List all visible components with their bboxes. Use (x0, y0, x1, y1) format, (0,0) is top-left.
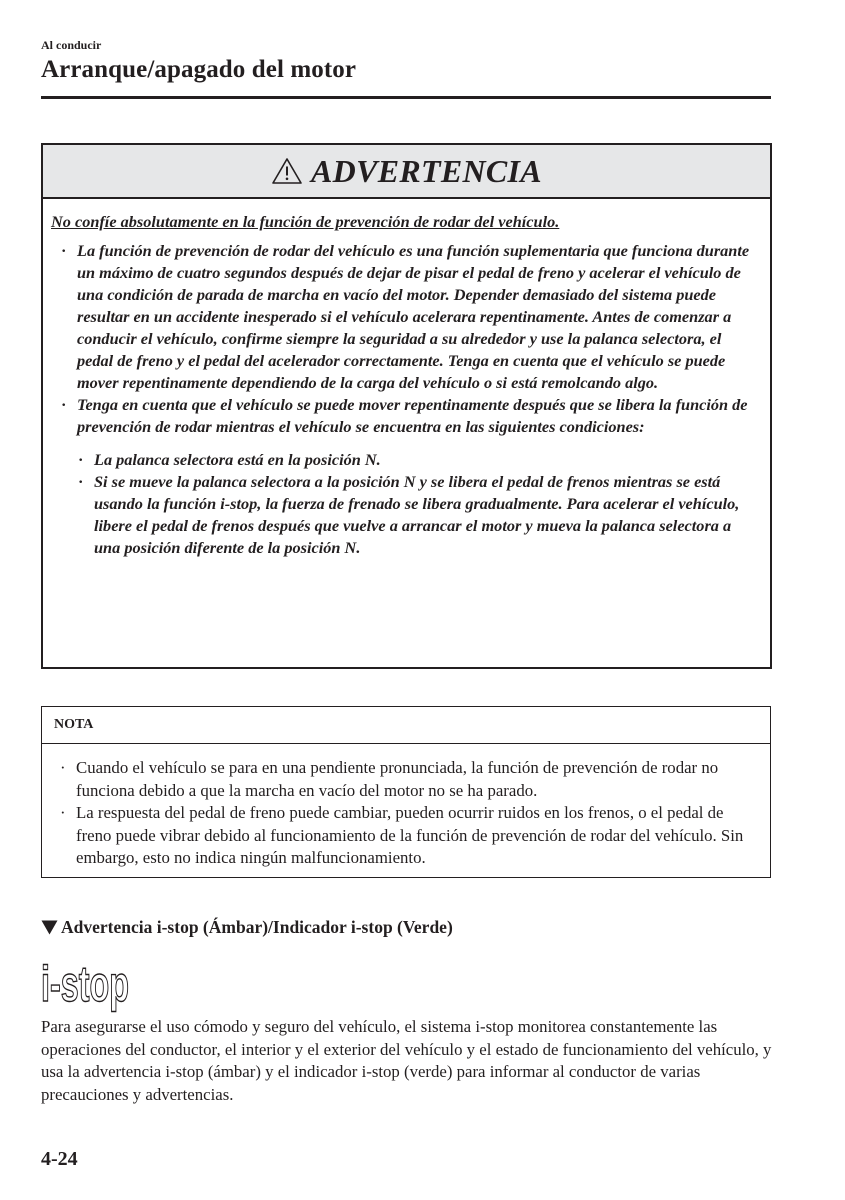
warning-sub-bullet: · La palanca selectora está en la posición N. (51, 449, 756, 471)
page-number: 4-24 (41, 1148, 78, 1170)
warning-title: ADVERTENCIA (311, 152, 542, 189)
istop-logo-text: i-stop (41, 956, 129, 1012)
warning-bullet: · Tenga en cuenta que el vehículo se puede mover repentinamente después que se libera la función de prevención de rodar mientras el vehículo se encuentra en las siguientes condiciones: (51, 394, 756, 438)
page-title: Arranque/apagado del motor (41, 56, 357, 83)
body-paragraph: Para asegurarse el uso cómodo y seguro del vehículo, el sistema i-stop monitorea constantemente las operaciones del conductor, el interior y el exterior del vehículo y el estado de funcionamiento del vehículo, y usa la advertencia i-stop (ámbar) y el indicador i-stop (verde) para informar al conductor de varias precauciones y advertencias. (41, 1017, 772, 1104)
warning-box (41, 143, 772, 669)
note-bullet: · Cuando el vehículo se para en una pendiente pronunciada, la función de prevención de rodar no funciona debido a que la marcha en vacío del motor no se ha parado. (48, 757, 756, 802)
note-bullet: · La respuesta del pedal de freno puede cambiar, pueden ocurrir ruidos en los frenos, o el pedal de freno puede vibrar debido al funcionamiento de la función de prevención de rodar del vehículo. Sin embargo, esto no indica ningún malfuncionamiento. (48, 802, 756, 870)
warning-body (43, 199, 770, 559)
warning-sub-bullet-list (51, 449, 756, 559)
section-heading (41, 917, 453, 938)
warning-lead: No confíe absolutamente en la función de prevención de rodar del vehículo. (51, 212, 560, 231)
note-box (41, 706, 771, 878)
note-bullet-list (48, 757, 756, 870)
section-label: Al conducir (41, 38, 102, 52)
istop-indicator-logo (41, 957, 131, 1011)
warning-triangle-icon (271, 157, 303, 185)
triangle-down-icon (41, 920, 58, 935)
warning-header (43, 145, 770, 199)
warning-bullet: · La función de prevención de rodar del vehículo es una función suplementaria que funciona durante un máximo de cuatro segundos después de dejar de pisar el pedal de freno y acelerar el vehículo de una condición de parada de marcha en vacío del motor. Depender demasiado del sistema puede resultar en un accidente inesperado si el vehículo acelerara repentinamente. Antes de comenzar a conducir el vehículo, confirme siempre la seguridad a su alrededor y use la palanca selectora, el pedal de freno y el pedal del acelerador correctamente. Tenga en cuenta que el vehículo se puede mover repentinamente dependiendo de la carga del vehículo o si está remolcando algo. (51, 240, 756, 394)
warning-bullet-list (51, 240, 756, 438)
note-header (42, 707, 770, 744)
section-heading-text: Advertencia i-stop (Ámbar)/Indicador i-stop (Verde) (61, 917, 453, 937)
note-title: NOTA (54, 717, 94, 732)
note-body (42, 744, 770, 870)
title-rule (41, 96, 771, 99)
warning-sub-bullet: · Si se mueve la palanca selectora a la posición N y se libera el pedal de frenos mientras se está usando la función i-stop, la fuerza de frenado se libera gradualmente. Para acelerar el vehículo, libere el pedal de frenos después que vuelve a arrancar el motor y mueva la palanca selectora a una posición diferente de la posición N. (51, 471, 756, 559)
